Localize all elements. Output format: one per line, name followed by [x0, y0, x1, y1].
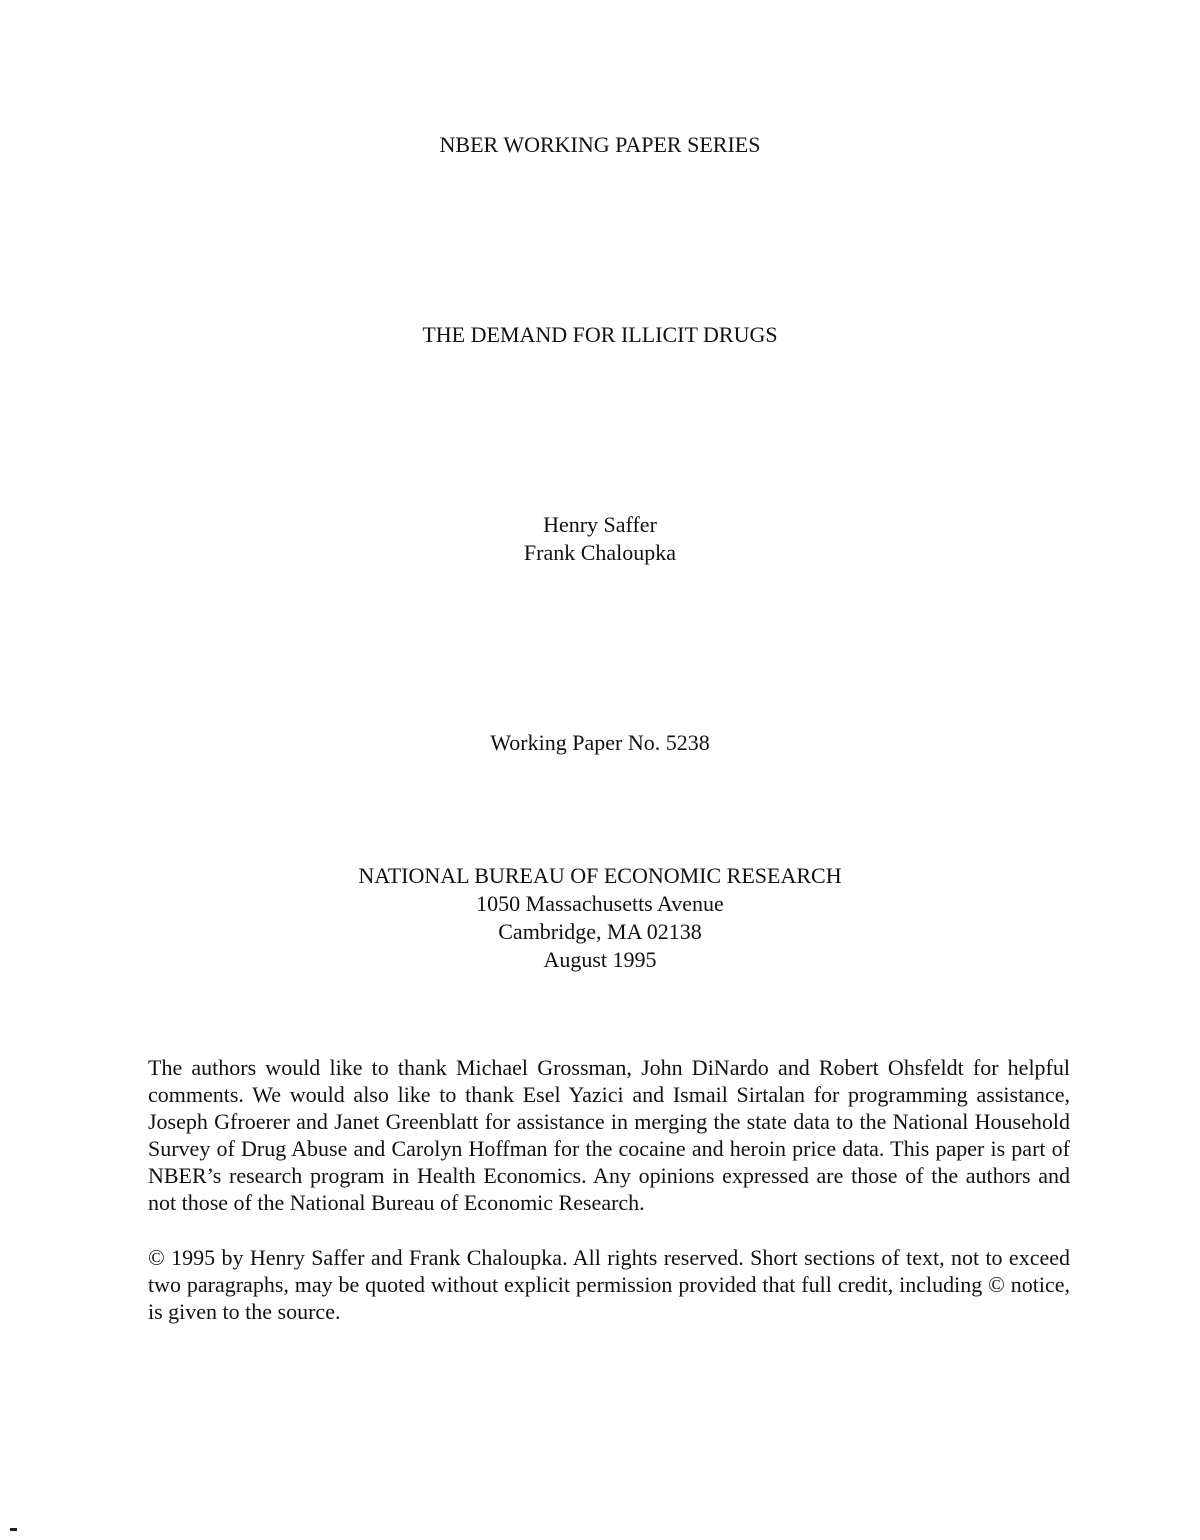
institution-address-line1: 1050 Massachusetts Avenue [476, 891, 724, 916]
acknowledgment-paragraph: The authors would like to thank Michael Grossman, John DiNardo and Robert Ohsfeldt for helpful comments. We would also like to thank Esel Yazici and Ismail Sirtalan for programming assistance, Joseph Gfroerer and Janet Greenblatt for assistance in merging the state data to the National Household Survey of Drug Abuse and Carolyn Hoffman for the cocaine and heroin price data. This paper is part of NBER’s research program in Health Economics. Any opinions expressed are those of the authors and not those of the National Bureau of Economic Research. [148, 1055, 1070, 1215]
working-paper-number: Working Paper No. 5238 [490, 730, 710, 755]
institution-name: NATIONAL BUREAU OF ECONOMIC RESEARCH [358, 863, 842, 888]
series-heading: NBER WORKING PAPER SERIES [439, 132, 761, 157]
author-name-2: Frank Chaloupka [523, 540, 677, 565]
paper-title: THE DEMAND FOR ILLICIT DRUGS [422, 322, 778, 347]
author-name-1: Henry Saffer [543, 512, 657, 537]
publication-date: August 1995 [543, 947, 657, 972]
institution-address-line2: Cambridge, MA 02138 [498, 919, 702, 944]
copyright-notice: © 1995 by Henry Saffer and Frank Chaloupka. All rights reserved. Short sections of text, not to exceed two paragraphs, may be quoted without explicit permission provided that full credit, including © notice, is given to the source. [148, 1245, 1070, 1324]
scan-artifact-mark [10, 1528, 17, 1531]
